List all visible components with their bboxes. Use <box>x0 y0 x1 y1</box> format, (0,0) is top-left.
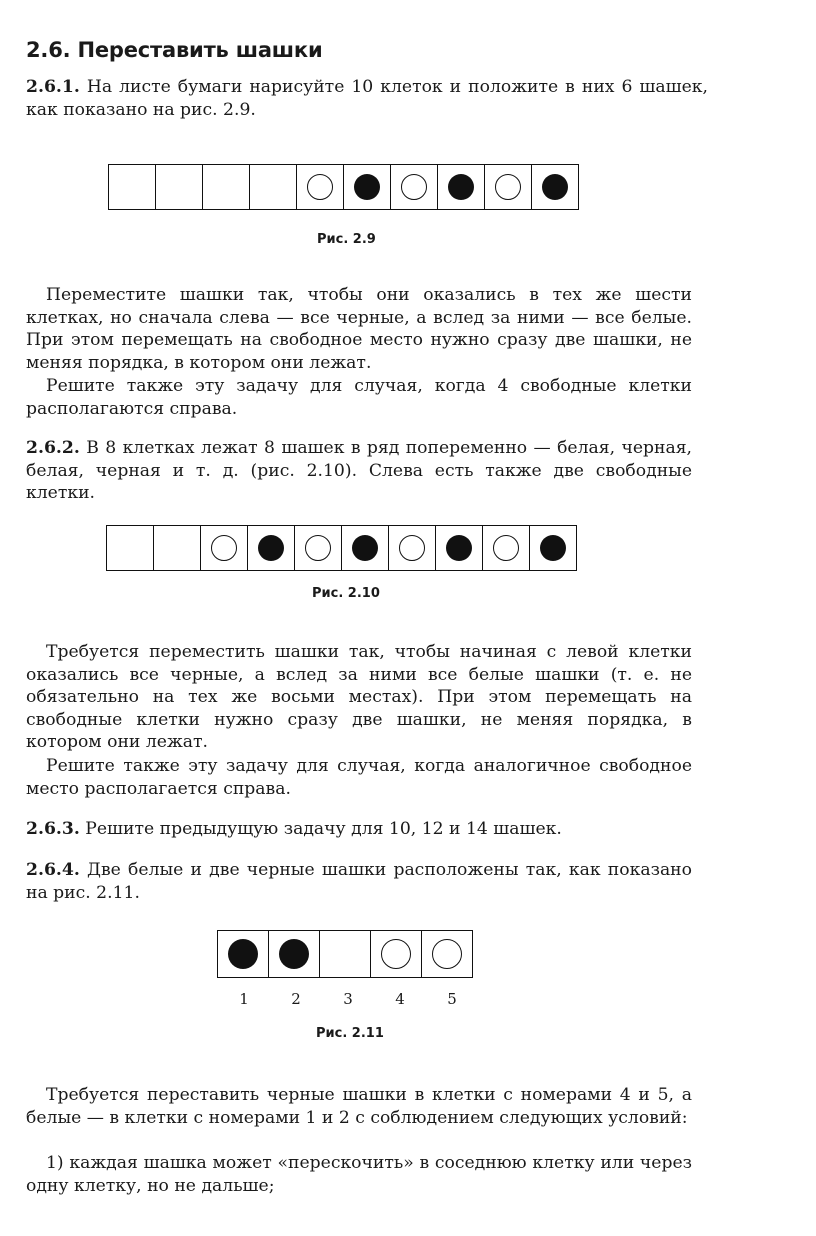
cell-number: 4 <box>395 990 405 1008</box>
black-checker-icon <box>446 535 472 561</box>
figure-2-10-board <box>106 525 577 571</box>
white-checker-icon <box>399 535 425 561</box>
board-cell <box>342 526 389 570</box>
problem-2-6-1-text-1: Переместите шашки так, чтобы они оказались в тех же шести клетках, но сначала слева — все черные, а вслед за ними — все белые. При этом перемещать на свободное место нужно сразу две шашки, не меняя порядка, в котором они лежат. <box>26 285 692 373</box>
figure-2-11-cell-numbers <box>218 990 478 1008</box>
board-cell <box>485 165 532 209</box>
cell-number: 2 <box>291 990 301 1008</box>
board-cell <box>530 526 576 570</box>
board-cell <box>436 526 483 570</box>
problem-number: 2.6.1. <box>26 77 80 97</box>
board-cell <box>297 165 344 209</box>
problem-2-6-4-text-1: Требуется переставить черные шашки в клетки с номерами 4 и 5, а белые — в клетки с номерами 1 и 2 с соблюдением следующих условий: <box>26 1085 692 1128</box>
problem-2-6-4-intro <box>26 859 692 904</box>
board-cell <box>483 526 530 570</box>
problem-2-6-2-intro <box>26 437 692 505</box>
problem-2-6-4-text-2: 1) каждая шашка может «перескочить» в соседнюю клетку или через одну клетку, но не дальше; <box>26 1153 692 1196</box>
problem-2-6-2-text-2: Решите также эту задачу для случая, когда аналогичное свободное место располагается справа. <box>26 756 692 799</box>
board-cell <box>248 526 295 570</box>
problem-text: В 8 клетках лежат 8 шашек в ряд попеременно — белая, черная, белая, черная и т. д. (рис. 2.10). Слева есть также две свободные клетки. <box>26 438 692 504</box>
board-cell <box>109 165 156 209</box>
problem-number: 2.6.2. <box>26 438 80 458</box>
board-cell <box>438 165 485 209</box>
white-checker-icon <box>305 535 331 561</box>
white-checker-icon <box>493 535 519 561</box>
figure-2-10-caption: Рис. 2.10 <box>312 586 380 601</box>
black-checker-icon <box>258 535 284 561</box>
problem-2-6-2-text-1: Требуется переместить шашки так, чтобы начиная с левой клетки оказались все черные, а вслед за ними все белые шашки (т. е. не обязательно на тех же восьми местах). При этом перемещать на свободные клетки нужно сразу две шашки, не меняя порядка, в котором они лежат. <box>26 642 692 753</box>
section-heading: 2.6. Переставить шашки <box>26 38 323 62</box>
board-cell <box>269 931 320 977</box>
problem-2-6-1-intro <box>26 76 708 121</box>
black-checker-icon <box>352 535 378 561</box>
problem-text: На листе бумаги нарисуйте 10 клеток и положите в них 6 шашек, как показано на рис. 2.9. <box>26 77 708 120</box>
board-cell <box>250 165 297 209</box>
problem-text: Решите предыдущую задачу для 10, 12 и 14 шашек. <box>79 819 562 839</box>
cell-number: 5 <box>447 990 457 1008</box>
black-checker-icon <box>354 174 380 200</box>
figure-2-9-caption: Рис. 2.9 <box>317 232 376 247</box>
board-cell <box>154 526 201 570</box>
black-checker-icon <box>279 939 309 969</box>
board-cell <box>218 931 269 977</box>
white-checker-icon <box>307 174 333 200</box>
black-checker-icon <box>540 535 566 561</box>
white-checker-icon <box>495 174 521 200</box>
problem-2-6-3 <box>26 818 692 841</box>
black-checker-icon <box>542 174 568 200</box>
white-checker-icon <box>401 174 427 200</box>
black-checker-icon <box>228 939 258 969</box>
white-checker-icon <box>211 535 237 561</box>
board-cell <box>371 931 422 977</box>
board-cell <box>203 165 250 209</box>
figure-2-9-board <box>108 164 579 210</box>
problem-text: Две белые и две черные шашки расположены так, как показано на рис. 2.11. <box>26 860 692 903</box>
problem-number: 2.6.3. <box>26 819 80 839</box>
board-cell <box>344 165 391 209</box>
white-checker-icon <box>432 939 462 969</box>
white-checker-icon <box>381 939 411 969</box>
cell-number: 3 <box>343 990 353 1008</box>
board-cell <box>156 165 203 209</box>
board-cell <box>422 931 472 977</box>
board-cell <box>295 526 342 570</box>
problem-number: 2.6.4. <box>26 860 80 880</box>
problem-2-6-1-text-2: Решите также эту задачу для случая, когда 4 свободные клетки располагаются справа. <box>26 376 692 419</box>
board-cell <box>391 165 438 209</box>
cell-number: 1 <box>239 990 249 1008</box>
board-cell <box>532 165 578 209</box>
board-cell <box>320 931 371 977</box>
figure-2-11-caption: Рис. 2.11 <box>316 1026 384 1041</box>
figure-2-11-board <box>217 930 473 978</box>
board-cell <box>389 526 436 570</box>
board-cell <box>201 526 248 570</box>
black-checker-icon <box>448 174 474 200</box>
board-cell <box>107 526 154 570</box>
